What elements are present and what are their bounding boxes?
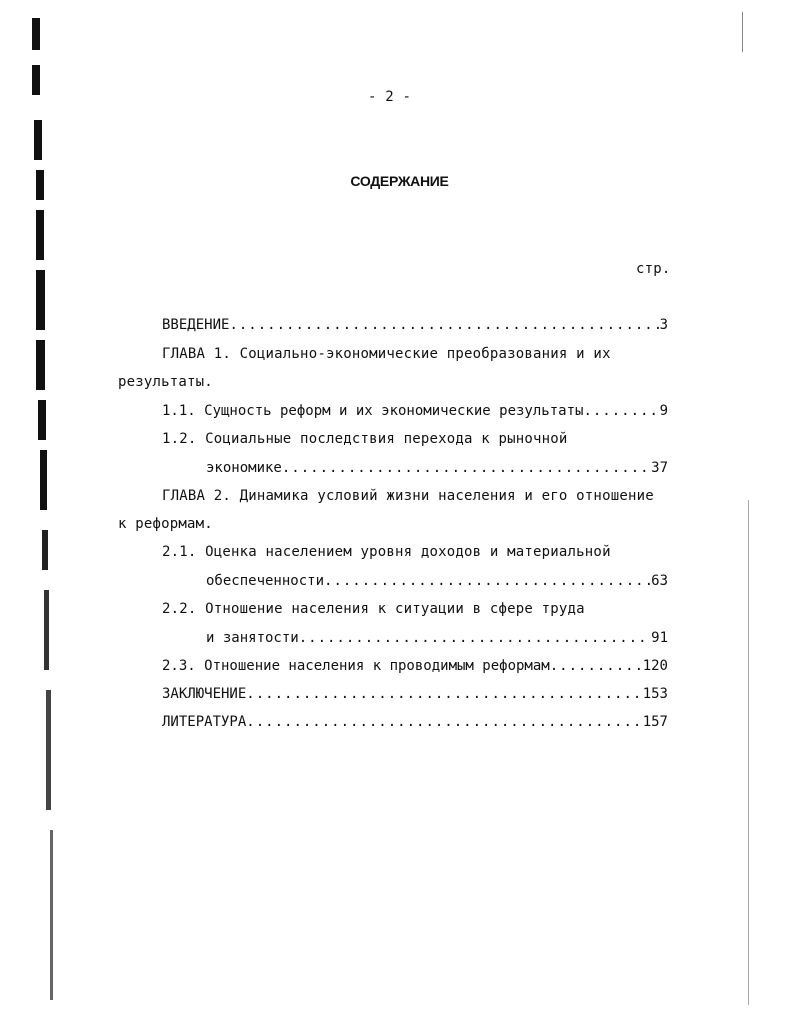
toc-leader-dots [246, 713, 642, 731]
toc-page-number: 120 [642, 658, 668, 674]
toc-page-number: 9 [659, 403, 668, 419]
document-title: СОДЕРЖАНИЕ [350, 173, 449, 189]
toc-entry-intro [162, 316, 668, 334]
toc-entry-label: ЛИТЕРАТУРА [162, 714, 247, 730]
scan-line-top [742, 12, 743, 52]
toc-leader-dots [299, 629, 651, 647]
scan-edge-artifact [30, 10, 64, 1010]
toc-page-number: 153 [642, 686, 668, 702]
toc-entry-label: 1.1. Сущность реформ и их экономические результаты [162, 403, 584, 419]
toc-leader-dots [324, 572, 651, 590]
toc-entry-label: и занятости [206, 630, 299, 646]
toc-entry-1-2 [206, 459, 668, 477]
toc-page-number: 157 [642, 714, 668, 730]
toc-entry-label: 2.3. Отношение населения к проводимым реформам [162, 658, 550, 674]
toc-entry-2-2-line1: 2.2. Отношение населения к ситуации в сфере труда [162, 601, 585, 617]
toc-chapter-1-heading-cont: результаты. [118, 374, 213, 390]
toc-entry-1-2-line1: 1.2. Социальные последствия перехода к рыночной [162, 431, 568, 447]
toc-entry-label: ВВЕДЕНИЕ [162, 317, 230, 333]
page-number: - 2 - [368, 89, 412, 105]
toc-leader-dots [246, 685, 642, 703]
toc-entry-1-1 [162, 402, 668, 420]
toc-entry-label: ЗАКЛЮЧЕНИЕ [162, 686, 247, 702]
toc-entry-label: экономике [206, 460, 282, 476]
toc-page-number: 63 [651, 573, 668, 589]
toc-chapter-2-heading: ГЛАВА 2. Динамика условий жизни населения и его отношение [162, 488, 654, 504]
toc-leader-dots [282, 459, 651, 477]
page-column-label: стр. [636, 261, 671, 277]
toc-entry-2-2 [206, 629, 668, 647]
toc-entry-2-3 [162, 657, 668, 675]
toc-leader-dots [550, 657, 643, 675]
toc-chapter-2-heading-cont: к реформам. [118, 516, 213, 532]
toc-entry-literature [162, 713, 668, 731]
toc-page-number: 3 [659, 317, 668, 333]
scan-line-bottom [748, 500, 749, 1005]
toc-chapter-1-heading: ГЛАВА 1. Социально-экономические преобразования и их [162, 346, 611, 362]
toc-entry-2-1 [206, 572, 668, 590]
toc-leader-dots [583, 402, 659, 420]
toc-page-number: 91 [651, 630, 668, 646]
toc-entry-2-1-line1: 2.1. Оценка населением уровня доходов и материальной [162, 544, 611, 560]
toc-leader-dots [229, 316, 659, 334]
toc-entry-conclusion [162, 685, 668, 703]
toc-page-number: 37 [651, 460, 668, 476]
toc-entry-label: обеспеченности [206, 573, 325, 589]
